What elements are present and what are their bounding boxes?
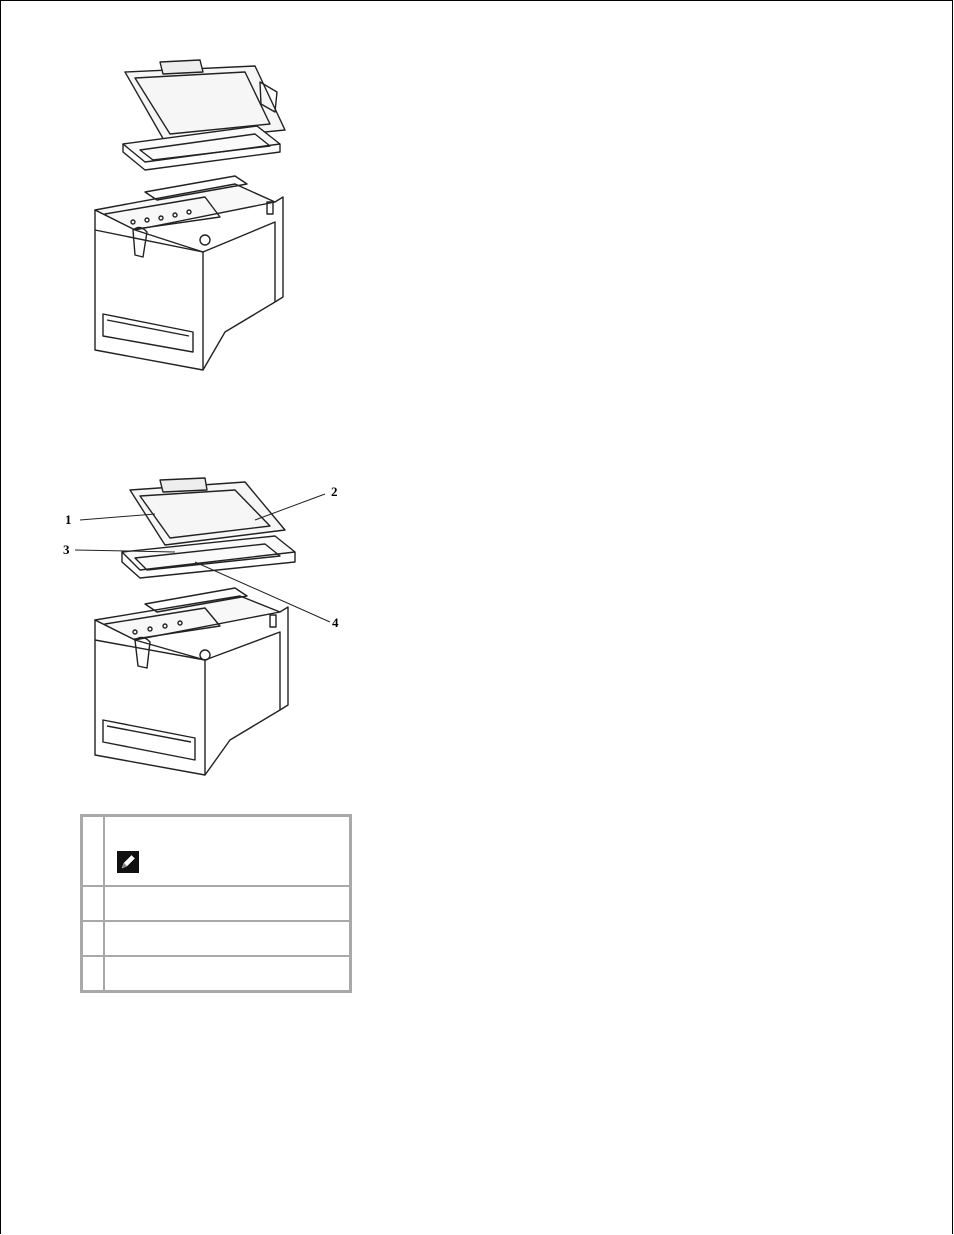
row-description bbox=[104, 886, 350, 921]
row-description bbox=[104, 816, 350, 886]
row-description bbox=[104, 956, 350, 991]
callout-legend-table bbox=[80, 814, 352, 993]
row-number bbox=[82, 956, 104, 991]
callout-label-4: 4 bbox=[332, 615, 339, 630]
callout-label-3: 3 bbox=[63, 542, 70, 557]
printer-illustration-open bbox=[85, 52, 345, 372]
table-row bbox=[82, 886, 350, 921]
row-number bbox=[82, 886, 104, 921]
row-number bbox=[82, 921, 104, 956]
printer-callout-illustration bbox=[55, 470, 355, 790]
note-pencil-icon bbox=[117, 851, 139, 873]
table-row bbox=[82, 956, 350, 991]
row-number bbox=[82, 816, 104, 886]
row-description bbox=[104, 921, 350, 956]
table-row bbox=[82, 921, 350, 956]
callout-label-1: 1 bbox=[65, 512, 72, 527]
callout-label-2: 2 bbox=[331, 484, 338, 499]
